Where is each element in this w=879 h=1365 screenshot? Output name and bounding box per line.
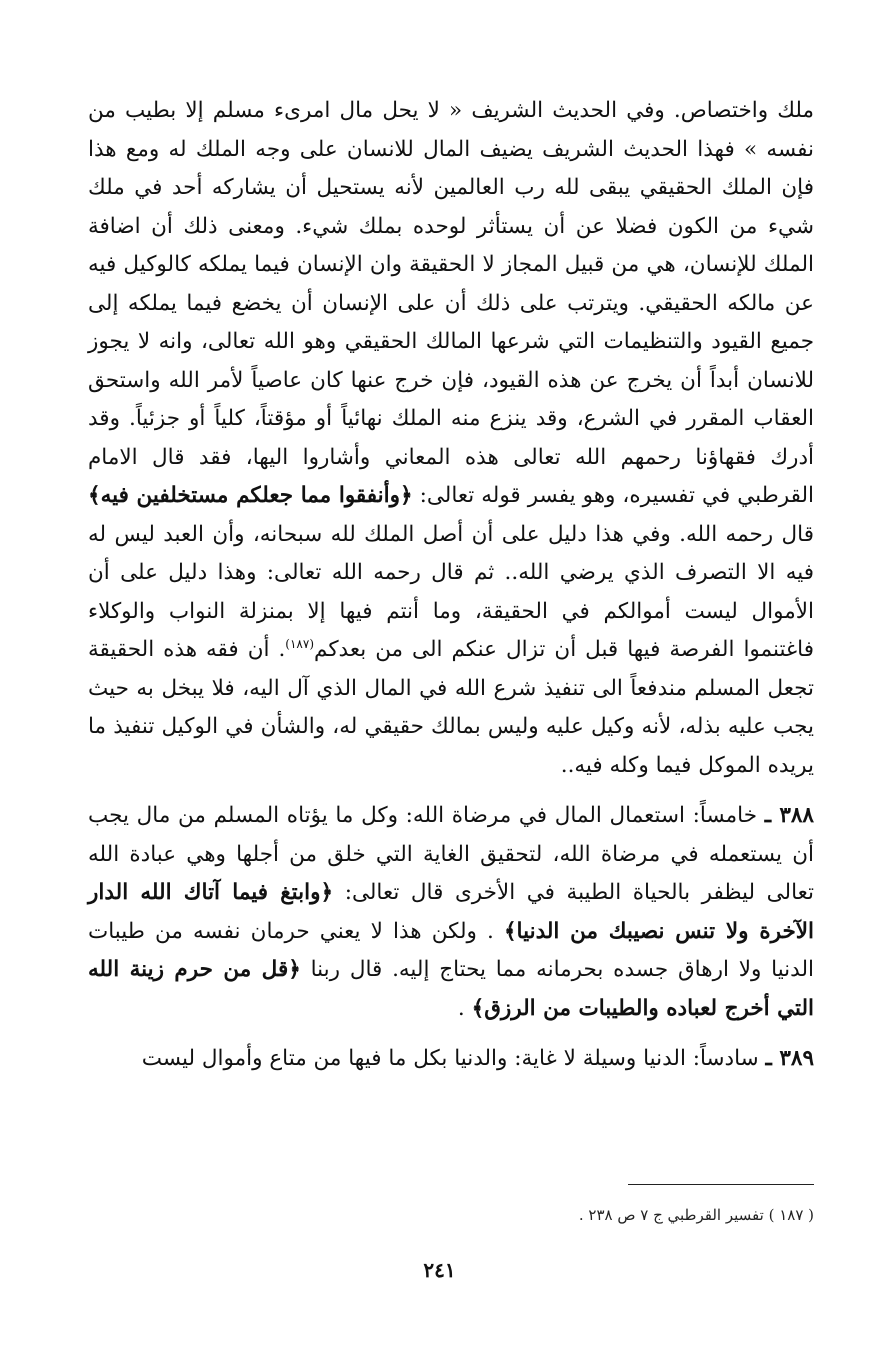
section-number: ٣٨٨ ـ (764, 803, 814, 828)
section-number: ٣٨٩ ـ (765, 1046, 814, 1071)
footnote-divider (628, 1184, 814, 1185)
footnote (88, 1204, 814, 1226)
page-body (88, 92, 814, 1079)
paragraph-text: سادساً: الدنيا وسيلة لا غاية: والدنيا بكل ما فيها من متاع وأموال ليست (141, 1046, 759, 1071)
quran-quote: ﴿وأنفقوا مما جعلكم مستخلفين فيه﴾ (88, 483, 413, 508)
quran-quote: ﴿قل من حرم زينة الله التي أخرج لعباده والطيبات من الرزق﴾ (88, 957, 814, 1021)
footnote-text: ( ١٨٧ ) تفسير القرطبي ج ٧ ص ٢٣٨ . (578, 1206, 814, 1224)
paragraph-388 (88, 797, 814, 1028)
footnote-reference[interactable]: (١٨٧) (285, 636, 315, 651)
page-number: ٢٤١ (423, 1258, 456, 1282)
paragraph-389 (88, 1040, 814, 1079)
paragraph-text: . (457, 995, 465, 1021)
paragraph-text: . أن فقه هذه الحقيقة تجعل المسلم مندفعاً الى تنفيذ شرع الله في المال الذي آل اليه، فلا يبخل به حيث يجب عليه بذله، لأنه وكيل عليه وليس بمالك حقيقي له، والشأن في الوكيل تنفيذ ما يريده الموكل فيما وكله فيه.. (88, 637, 814, 778)
paragraph-text: ملك واختصاص. وفي الحديث الشريف « لا يحل مال امرىء مسلم إلا بطيب من نفسه » فهذا الحديث الشريف يضيف المال للانسان على وجه الملك له ومع هذا فإن الملك الحقيقي يبقى لله رب العالمين لأنه يستحيل أن يشاركه أحد في ملك شيء من الكون فضلا عن أن يستأثر لوحده بملك شيء. ومعنى ذلك أن اضافة الملك للإنسان، هي من قبيل المجاز لا الحقيقة وان الإنسان فيما يملكه كالوكيل فيه عن مالكه الحقيقي. ويترتب على ذلك أن على الإنسان أن يخضع فيما يملكه إلى جميع القيود والتنظيمات التي شرعها المالك الحقيقي وهو الله تعالى، وانه لا يجوز للانسان أبداً أن يخرج عن هذه القيود، فإن خرج عنها كان عاصياً لأمر الله واستحق العقاب المقرر في الشرع، وقد ينزع منه الملك نهائياً أو مؤقتاً، كلياً أو جزئياً. وقد أدرك فقهاؤنا رحمهم الله تعالى هذه المعاني وأشاروا اليها، فقد قال الامام القرطبي في تفسيره، وهو يفسر قوله تعالى: (88, 98, 814, 508)
quran-quote: ﴿وابتغ فيما آتاك الله الدار الآخرة ولا تنس نصيبك من الدنيا﴾ (88, 880, 814, 944)
paragraph-text: خامساً: استعمال المال في مرضاة الله: وكل ما يؤتاه المسلم من مال يجب أن يستعمله في مرضاة الله، لتحقيق الغاية التي خلق من أجلها وهي عبادة الله تعالى ليظفر بالحياة الطيبة في الأخرى قال تعالى: (88, 803, 815, 905)
paragraph-ownership (88, 92, 814, 785)
paragraph-text: . ولكن هذا لا يعني حرمان نفسه من طيبات الدنيا ولا ارهاق جسده بحرمانه مما يحتاج إليه. قال ربنا (88, 918, 814, 982)
paragraph-text: قال رحمه الله. وفي هذا دليل على أن أصل الملك لله سبحانه، وأن العبد ليس له فيه الا التصرف الذي يرضي الله.. ثم قال رحمه الله تعالى: وهذا دليل على أن الأموال ليست أموالكم في الحقيقة، وما أنتم فيها إلا بمنزلة النواب والوكلاء فاغتنموا الفرصة فيها قبل أن تزال عنكم الى من بعدكم (88, 521, 815, 662)
